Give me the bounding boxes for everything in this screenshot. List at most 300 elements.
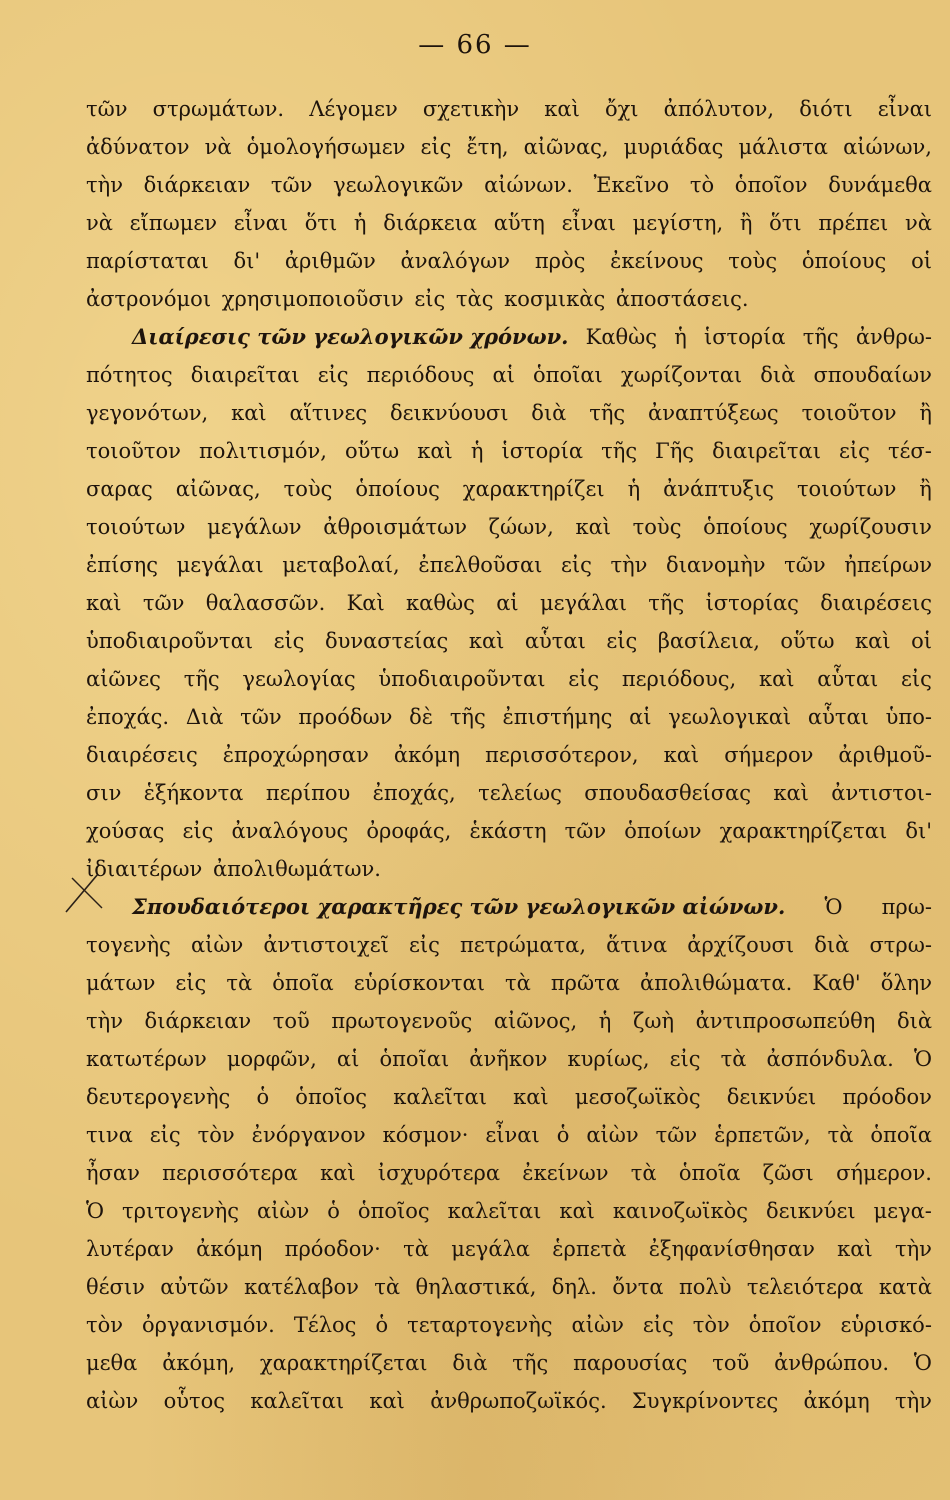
word: Καθ' bbox=[812, 971, 861, 995]
section-heading-line bbox=[86, 888, 932, 926]
text-line bbox=[86, 1154, 932, 1192]
word: τῆς bbox=[802, 325, 839, 349]
word: τῆς bbox=[601, 439, 638, 463]
word: καὶ bbox=[417, 439, 453, 463]
word: τὰ bbox=[403, 1237, 429, 1261]
word: οἱ bbox=[911, 249, 932, 273]
word: εἰς bbox=[669, 1047, 701, 1071]
word: περισσότερα bbox=[162, 1161, 298, 1185]
word: εἰς bbox=[839, 439, 870, 463]
word: αἰῶνας, bbox=[523, 135, 609, 159]
text-line bbox=[86, 128, 932, 166]
word: τὰ bbox=[720, 1047, 747, 1071]
word: πρὸς bbox=[534, 249, 586, 273]
word: μάτων bbox=[86, 971, 156, 995]
word: δι' bbox=[233, 249, 261, 273]
word: πρωτογενοῦς bbox=[331, 1009, 473, 1033]
word: ζώων, bbox=[488, 515, 554, 539]
word: χαρακτηρίζει bbox=[462, 477, 605, 501]
word: μεγίστη, bbox=[632, 211, 724, 235]
text-line bbox=[86, 1230, 932, 1268]
word: σήμερον. bbox=[836, 1161, 932, 1185]
word: παρουσίας bbox=[573, 1351, 688, 1375]
word: τελείως bbox=[478, 781, 562, 805]
word: δι' bbox=[905, 819, 932, 843]
word: διαιρεῖται bbox=[190, 363, 300, 387]
word: ἀπολιθώματα. bbox=[640, 971, 793, 995]
word: καὶ bbox=[320, 1161, 356, 1185]
word: εἴπωμεν bbox=[129, 211, 217, 235]
word: καθὼς bbox=[406, 591, 475, 615]
word: καὶ bbox=[544, 97, 580, 121]
text-line bbox=[86, 1002, 932, 1040]
word: ἐπελθοῦσαι bbox=[418, 553, 543, 577]
text-line bbox=[86, 660, 932, 698]
word: ἀνθρώπου. bbox=[774, 1351, 890, 1375]
word: δεικνύει bbox=[766, 1199, 856, 1223]
word: πρόοδον· bbox=[284, 1237, 381, 1261]
word: τῶν bbox=[142, 591, 185, 615]
word: ἅτινα bbox=[606, 933, 668, 957]
word: περιόδους bbox=[366, 363, 475, 387]
word: ἡ bbox=[353, 211, 367, 235]
word: εἰς bbox=[317, 363, 349, 387]
text-line bbox=[86, 470, 932, 508]
word: μεγάλαι bbox=[176, 553, 264, 577]
word: αὗται bbox=[807, 705, 869, 729]
word: εἰς bbox=[149, 1123, 181, 1147]
word: Ἐκεῖνο bbox=[593, 173, 670, 197]
word: τῶν bbox=[655, 1123, 698, 1147]
word: τὸν bbox=[86, 1313, 124, 1337]
word: εἰς bbox=[182, 819, 214, 843]
text-line bbox=[86, 1078, 932, 1116]
word: περιόδους, bbox=[621, 667, 737, 691]
word: ὁποῖαι bbox=[533, 363, 603, 387]
word: εἶναι bbox=[561, 211, 616, 235]
text-line bbox=[86, 1116, 932, 1154]
word: αἰῶνας, bbox=[175, 477, 261, 501]
word: εἰς bbox=[642, 1313, 674, 1337]
word: ὁποίους bbox=[703, 515, 788, 539]
word: νὰ bbox=[904, 211, 932, 235]
word: γεωλογίας bbox=[242, 667, 356, 691]
word: διὰ bbox=[760, 363, 796, 387]
word: Λέγομεν bbox=[309, 97, 398, 121]
word: αἰώνων, bbox=[843, 135, 932, 159]
word: δηλ. bbox=[551, 1275, 597, 1299]
word: τοὺς bbox=[283, 477, 333, 501]
word: εὑρίσκονται bbox=[353, 971, 485, 995]
word: εἰς bbox=[560, 553, 592, 577]
word: σπουδασθείσας bbox=[584, 781, 751, 805]
word: ὁ bbox=[556, 1123, 570, 1147]
word: αἰὼν bbox=[571, 1313, 624, 1337]
word: Τέλος bbox=[293, 1313, 357, 1337]
word: ὑποδιαιροῦνται bbox=[86, 629, 254, 653]
word: τριτογενὴς bbox=[122, 1199, 240, 1223]
text-line bbox=[86, 1382, 932, 1420]
word: ὅλην bbox=[880, 971, 932, 995]
word: εἶναι bbox=[877, 97, 932, 121]
word: τὸν bbox=[692, 1313, 730, 1337]
word: κατὰ bbox=[878, 1275, 932, 1299]
word: Συγκρίνοντες bbox=[631, 1389, 779, 1413]
word: πρέπει bbox=[818, 211, 889, 235]
word: καὶ bbox=[86, 591, 122, 615]
word: ὅτι bbox=[304, 211, 338, 235]
word: ἐνόργανον bbox=[251, 1123, 366, 1147]
word: αὗται bbox=[524, 629, 586, 653]
word: ἀριθμῶν bbox=[284, 249, 376, 273]
word: μάλιστα bbox=[738, 135, 828, 159]
word: αἰῶνες bbox=[86, 667, 161, 691]
word: ὁποῖα bbox=[678, 1161, 741, 1185]
word: ὁ bbox=[375, 1313, 389, 1337]
word: θέσιν bbox=[86, 1275, 145, 1299]
word: καὶ bbox=[663, 743, 700, 767]
word: Διὰ bbox=[185, 705, 224, 729]
word: μορφῶν, bbox=[226, 1047, 317, 1071]
word: διὰ bbox=[896, 1009, 932, 1033]
word: οὕτω bbox=[344, 439, 400, 463]
word: ἀνῆκον bbox=[469, 1047, 548, 1071]
word: σιν bbox=[86, 781, 122, 805]
word: ἐξηφανίσθησαν bbox=[648, 1237, 815, 1261]
word: ἀναλόγους bbox=[231, 819, 349, 843]
word: τῶν bbox=[564, 819, 607, 843]
word: ὁποῖαι bbox=[379, 1047, 450, 1071]
word: ἐκείνους bbox=[610, 249, 704, 273]
word: κόσμον· bbox=[382, 1123, 469, 1147]
word: τῆς bbox=[449, 705, 486, 729]
word: τὰ bbox=[374, 1275, 401, 1299]
text-line bbox=[86, 280, 932, 318]
word: ὁποῖος bbox=[357, 1199, 430, 1223]
word: χούσας bbox=[86, 819, 165, 843]
word: τῶν bbox=[784, 553, 826, 577]
word: καὶ bbox=[231, 401, 267, 425]
word: ἢ bbox=[739, 211, 753, 235]
word: ὁ bbox=[327, 1199, 340, 1223]
word: ἀπολιθωμάτων. bbox=[212, 857, 381, 881]
word: διότι bbox=[799, 97, 853, 121]
word: τεταρτογενὴς bbox=[407, 1313, 553, 1337]
word: οὕτω bbox=[780, 629, 835, 653]
word: αὗται bbox=[817, 667, 879, 691]
word: θηλαστικά, bbox=[415, 1275, 537, 1299]
text-line bbox=[86, 1306, 932, 1344]
word: αἱ bbox=[492, 363, 515, 387]
word: μεσοζωϊκὸς bbox=[574, 1085, 701, 1109]
word: πετρώματα, bbox=[459, 933, 587, 957]
word: καὶ bbox=[837, 1237, 873, 1261]
word: ἀντιστοιχεῖ bbox=[263, 933, 389, 957]
word: διὰ bbox=[452, 1351, 488, 1375]
word: διὰ bbox=[531, 401, 567, 425]
word: ζωὴ bbox=[632, 1009, 675, 1033]
word: ἐπίσης bbox=[86, 553, 158, 577]
word: ἦσαν bbox=[86, 1161, 140, 1185]
word: ἑρπετῶν, bbox=[714, 1123, 811, 1147]
text-line bbox=[86, 1192, 932, 1230]
word: τὴν bbox=[86, 173, 123, 197]
word: ὁποῖον bbox=[734, 173, 808, 197]
text-line bbox=[86, 166, 932, 204]
word: καλεῖται bbox=[250, 1389, 345, 1413]
word: ἰσχυρότερα bbox=[377, 1161, 500, 1185]
word: λυτέραν bbox=[86, 1237, 174, 1261]
word: καλεῖται bbox=[393, 1085, 487, 1109]
word: τέσ- bbox=[887, 439, 932, 463]
text-line bbox=[86, 622, 932, 660]
word: τοιοῦτον bbox=[86, 439, 181, 463]
word: ὁποῖον bbox=[748, 1313, 822, 1337]
word: εἰς bbox=[408, 933, 440, 957]
word: διαιρέσεις bbox=[86, 743, 198, 767]
word: ἱστορία bbox=[703, 325, 786, 349]
word: στρω- bbox=[869, 933, 932, 957]
word: Γῆς bbox=[655, 439, 695, 463]
word: καὶ bbox=[369, 1389, 405, 1413]
word: πρω- bbox=[881, 895, 932, 919]
word: Ὁ bbox=[913, 1351, 932, 1375]
word: μεγάλαι bbox=[539, 591, 627, 615]
word: ἡ bbox=[627, 477, 641, 501]
word: ἢ bbox=[919, 401, 932, 425]
word: ἱστορία bbox=[501, 439, 584, 463]
word: ἀρχίζουσι bbox=[687, 933, 795, 957]
word: χρησιμοποιοῦσιν bbox=[221, 287, 411, 311]
word: τῶν bbox=[86, 97, 128, 121]
word: μεγάλων bbox=[207, 515, 302, 539]
word: ἀναλόγων bbox=[400, 249, 511, 273]
word: τὰ bbox=[827, 1123, 854, 1147]
word: ἀκόμη bbox=[196, 1237, 263, 1261]
word: εἰς bbox=[414, 287, 452, 311]
word: περίπου bbox=[265, 781, 351, 805]
word: ὁποίους bbox=[355, 477, 440, 501]
word: ἀνθρω- bbox=[855, 325, 932, 349]
word: αἰὼν bbox=[586, 1123, 639, 1147]
word: τινα bbox=[86, 1123, 133, 1147]
word: εἰς bbox=[901, 667, 932, 691]
word: περισσότερον, bbox=[485, 743, 639, 767]
word: καὶ bbox=[773, 781, 809, 805]
word: τοὺς bbox=[728, 249, 778, 273]
word: δυνάμεθα bbox=[828, 173, 932, 197]
word: ὑπο- bbox=[885, 705, 932, 729]
word: ἀπόλυτον, bbox=[663, 97, 775, 121]
word: αἱ bbox=[496, 591, 519, 615]
word: ἀσπόνδυλα. bbox=[766, 1047, 894, 1071]
word: καὶ bbox=[513, 1085, 549, 1109]
word: μεθα bbox=[86, 1351, 138, 1375]
word: διὰ bbox=[814, 933, 850, 957]
word: μυριάδας bbox=[623, 135, 724, 159]
word: διάρκεια bbox=[383, 211, 478, 235]
word: ἑρπετὰ bbox=[552, 1237, 627, 1261]
word: ἀστρονόμοι bbox=[86, 287, 218, 311]
word: τῆς bbox=[589, 401, 626, 425]
body-text bbox=[86, 90, 932, 1420]
word: Ὁ bbox=[913, 1047, 932, 1071]
word: ἀκόμη bbox=[393, 743, 461, 767]
word: ὁμολογήσωμεν bbox=[246, 135, 406, 159]
word: μεγα- bbox=[873, 1199, 932, 1223]
word: τῶν bbox=[240, 705, 282, 729]
word: κατέλαβον bbox=[244, 1275, 359, 1299]
word: ἀθροισμάτων bbox=[323, 515, 467, 539]
word: ὁποίων bbox=[624, 819, 702, 843]
word: νὰ bbox=[86, 211, 113, 235]
word: αἵτινες bbox=[289, 401, 368, 425]
word: ὁ bbox=[256, 1085, 270, 1109]
word: τὸν bbox=[197, 1123, 235, 1147]
text-line bbox=[86, 812, 932, 850]
word: σήμερον bbox=[724, 743, 814, 767]
text-line bbox=[86, 698, 932, 736]
word: ἀκόμη, bbox=[162, 1351, 236, 1375]
word: γεγονότων, bbox=[86, 401, 209, 425]
word: πολιτισμόν, bbox=[199, 439, 327, 463]
word: σπουδαίων bbox=[813, 363, 932, 387]
text-line bbox=[86, 546, 932, 584]
word: ἱστορίας bbox=[705, 591, 799, 615]
text-line bbox=[86, 584, 932, 622]
word: ἀναπτύξεως bbox=[648, 401, 779, 425]
word: αὕτη bbox=[493, 211, 545, 235]
word: διαιρέσεις bbox=[820, 591, 932, 615]
word: ἰδιαιτέρων bbox=[86, 857, 209, 881]
word: οἱ bbox=[911, 629, 932, 653]
word: προόδων bbox=[298, 705, 393, 729]
word: αἰώνων. bbox=[484, 173, 573, 197]
word: αἱ bbox=[336, 1047, 360, 1071]
word: ἐπιστήμης bbox=[502, 705, 613, 729]
word: κατωτέρων bbox=[86, 1047, 207, 1071]
word: τοιούτων bbox=[796, 477, 897, 501]
section-heading: Διαίρεσις τῶν γεωλογικῶν χρόνων. bbox=[132, 324, 569, 349]
word: τῶν bbox=[270, 173, 313, 197]
word: ἐκείνων bbox=[522, 1161, 609, 1185]
word: τὰ bbox=[226, 971, 253, 995]
text-line bbox=[86, 850, 932, 888]
word: τὰ bbox=[630, 1161, 657, 1185]
text-line bbox=[86, 1268, 932, 1306]
word: ζῶσι bbox=[762, 1161, 814, 1185]
word: μεγάλα bbox=[451, 1237, 530, 1261]
word: διάρκειαν bbox=[143, 173, 251, 197]
word: ἑξήκοντα bbox=[143, 781, 244, 805]
word: νὰ bbox=[204, 135, 232, 159]
word: τοὺς bbox=[632, 515, 682, 539]
word: σχετικὴν bbox=[422, 97, 520, 121]
text-line bbox=[86, 1344, 932, 1382]
word: τοιούτων bbox=[86, 515, 186, 539]
word: ὑποδιαιροῦνται bbox=[378, 667, 546, 691]
word: εἶναι bbox=[233, 211, 288, 235]
word: ἠπείρων bbox=[844, 553, 932, 577]
word: οὗτος bbox=[163, 1389, 226, 1413]
word: καλεῖται bbox=[447, 1199, 542, 1223]
word: τὴν bbox=[86, 1009, 123, 1033]
word: ἑκάστη bbox=[469, 819, 547, 843]
word: τὴν bbox=[894, 1389, 932, 1413]
word: τῆς bbox=[512, 1351, 549, 1375]
word: τὴν bbox=[894, 1237, 932, 1261]
word: ἡ bbox=[598, 1009, 612, 1033]
text-line bbox=[86, 204, 932, 242]
word: Καὶ bbox=[346, 591, 385, 615]
word: ἡ bbox=[674, 325, 687, 349]
word: Ὁ bbox=[824, 895, 843, 919]
word: χαρακτηρίζεται bbox=[259, 1351, 428, 1375]
word: διαιρεῖται bbox=[712, 439, 821, 463]
word: χωρίζονται bbox=[620, 363, 743, 387]
word: πρῶτα bbox=[550, 971, 620, 995]
word: δευτερογενὴς bbox=[86, 1085, 231, 1109]
word: ὁποῖα bbox=[272, 971, 334, 995]
word: τὸ bbox=[689, 173, 715, 197]
word: ἐπροχώρησαν bbox=[222, 743, 369, 767]
word: τὰ bbox=[505, 971, 531, 995]
word: ἐποχάς. bbox=[86, 705, 170, 729]
word: καὶ bbox=[559, 1199, 595, 1223]
page-number: — 66 — bbox=[418, 30, 532, 60]
word: ἀντιστοι- bbox=[831, 781, 932, 805]
word: ὅτι bbox=[769, 211, 802, 235]
word: ὀροφάς, bbox=[366, 819, 452, 843]
word: καινοζωϊκὸς bbox=[612, 1199, 749, 1223]
word: σαρας bbox=[86, 477, 153, 501]
word: ἀκόμη bbox=[803, 1389, 870, 1413]
word: ὁποίους bbox=[801, 249, 887, 273]
word: δεικνύει bbox=[726, 1085, 817, 1109]
text-line bbox=[86, 508, 932, 546]
text-line bbox=[86, 964, 932, 1002]
word: τοῦ bbox=[272, 1009, 310, 1033]
word: τὴν bbox=[610, 553, 648, 577]
word: διάρκειαν bbox=[144, 1009, 252, 1033]
word: καὶ bbox=[575, 515, 611, 539]
word: μεταβολαί, bbox=[282, 553, 400, 577]
word: αἰὼν bbox=[86, 1389, 139, 1413]
word: αὐτῶν bbox=[160, 1275, 229, 1299]
word: τῆς bbox=[648, 591, 685, 615]
word: κυρίως, bbox=[567, 1047, 650, 1071]
word: ἀριθμοῦ- bbox=[838, 743, 932, 767]
word: αἰὼν bbox=[190, 933, 244, 957]
word: ὁποῖα bbox=[870, 1123, 932, 1147]
word: ἀνάπτυξις bbox=[663, 477, 774, 501]
section-heading-line bbox=[86, 318, 932, 356]
word: ὄντα bbox=[612, 1275, 664, 1299]
word: Ὁ bbox=[86, 1199, 105, 1223]
word: τὰς bbox=[455, 287, 501, 311]
text-line bbox=[86, 90, 932, 128]
word: γεωλογικαὶ bbox=[668, 705, 792, 729]
word: τῆς bbox=[183, 667, 220, 691]
word: εἰς bbox=[568, 667, 600, 691]
text-line bbox=[86, 432, 932, 470]
section-heading: Σπουδαιότεροι χαρακτῆρες τῶν γεωλογικῶν αἰώνων. bbox=[132, 894, 786, 919]
word: χαρακτηρίζεται bbox=[719, 819, 888, 843]
word: πολὺ bbox=[678, 1275, 732, 1299]
word: ἔτη, bbox=[466, 135, 509, 159]
word: ἀντιπροσωπεύθη bbox=[695, 1009, 876, 1033]
text-line bbox=[86, 774, 932, 812]
